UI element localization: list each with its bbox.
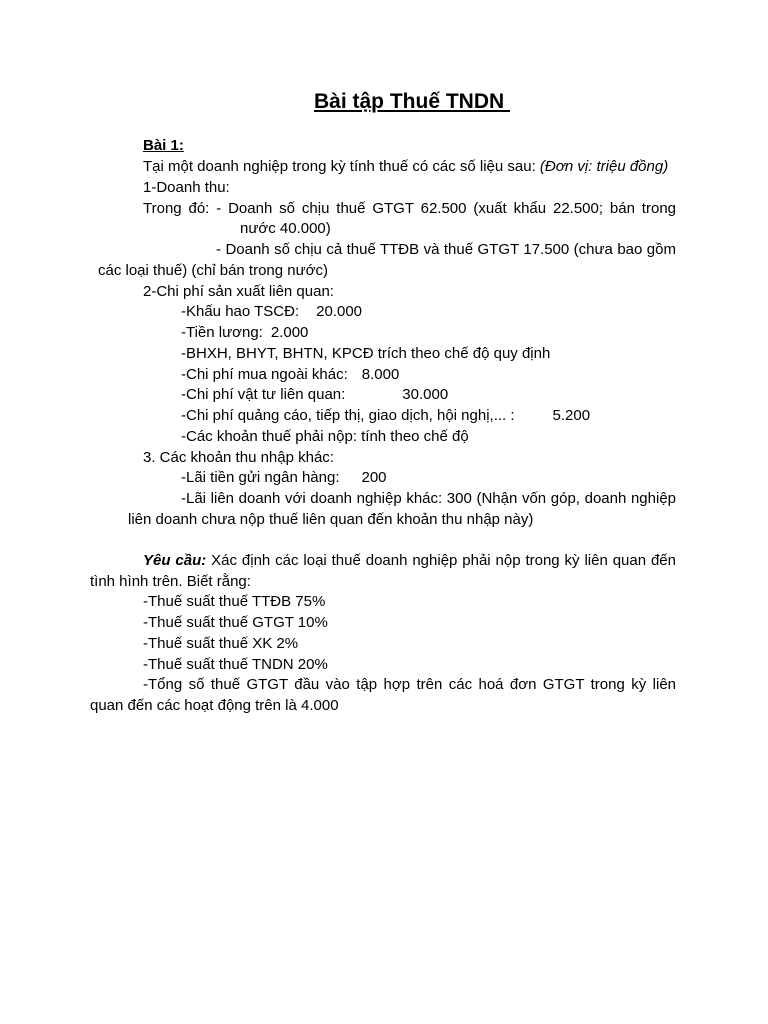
cost-item [181,323,308,343]
cost-value: 2.000 [270,324,309,341]
cost-label: -Các khoản thuế phải nộp: tính theo chế độ [181,428,469,445]
costs-heading: 2-Chi phí sản xuất liên quan: [143,283,334,300]
revenue-line-1-cont: nước 40.000) [240,220,331,237]
tax-rate-item: -Thuế suất thuế XK 2% [143,635,299,652]
cost-item [181,302,362,322]
requirement-line [143,551,676,571]
cost-item [181,385,448,405]
unit-note: (Đơn vị: triệu đồng) [539,158,669,175]
intro-text: Tại một doanh nghiệp trong kỳ tính thuế có các số liệu sau: [143,158,540,175]
requirement-cont: tình hình trên. Biết rằng: [90,573,251,590]
income-label: -Lãi tiền gửi ngân hàng: [181,469,340,486]
cost-label: -BHXH, BHYT, BHTN, KPCĐ trích theo chế độ quy định [181,345,551,362]
requirement-text: Xác định các loại thuế doanh nghiệp phải nộp trong kỳ liên quan đến [206,552,676,569]
cost-item [181,427,469,447]
intro-line [143,157,668,177]
revenue-heading: 1-Doanh thu: [143,179,230,196]
cost-label: -Chi phí vật tư liên quan: [181,386,346,403]
tax-rate-item: -Thuế suất thuế TNDN 20% [143,656,328,673]
revenue-line-1: Trong đó: - Doanh số chịu thuế GTGT 62.500 (xuất khẩu 22.500; bán trong [143,200,676,217]
revenue-line-2: - Doanh số chịu cả thuế TTĐB và thuế GTGT 17.500 (chưa bao gồm [216,241,676,258]
cost-value: 5.200 [552,407,591,424]
other-income-item-2: -Lãi liên doanh với doanh nghiệp khác: 300 (Nhận vốn góp, doanh nghiệp [181,490,676,507]
cost-item [181,365,399,385]
cost-item [181,406,590,426]
other-income-item-2-cont: liên doanh chưa nộp thuế liên quan đến khoản thu nhập này) [128,511,534,528]
cost-label: -Chi phí quảng cáo, tiếp thị, giao dịch, hội nghị,... : [181,407,515,424]
cost-label: -Tiền lương: [181,324,263,341]
income-value: 200 [361,469,387,486]
cost-value: 20.000 [316,303,363,320]
other-income-heading: 3. Các khoản thu nhập khác: [143,449,334,466]
exercise-label: Bài 1: [143,137,184,154]
cost-value: 30.000 [402,386,449,403]
input-vat-line: -Tổng số thuế GTGT đầu vào tập hợp trên các hoá đơn GTGT trong kỳ liên [143,676,676,693]
revenue-line-2-cont: các loại thuế) (chỉ bán trong nước) [98,262,328,279]
other-income-item [181,468,387,488]
cost-label: -Chi phí mua ngoài khác: [181,366,348,383]
cost-label: -Khấu hao TSCĐ: [181,303,300,320]
tax-rate-item: -Thuế suất thuế TTĐB 75% [143,593,326,610]
document-title: Bài tập Thuế TNDN [313,90,510,113]
tax-rate-item: -Thuế suất thuế GTGT 10% [143,614,328,631]
cost-item [181,344,550,364]
cost-value: 8.000 [361,366,400,383]
requirement-label: Yêu cầu: [143,552,207,569]
input-vat-cont: quan đến các hoạt động trên là 4.000 [90,697,339,714]
